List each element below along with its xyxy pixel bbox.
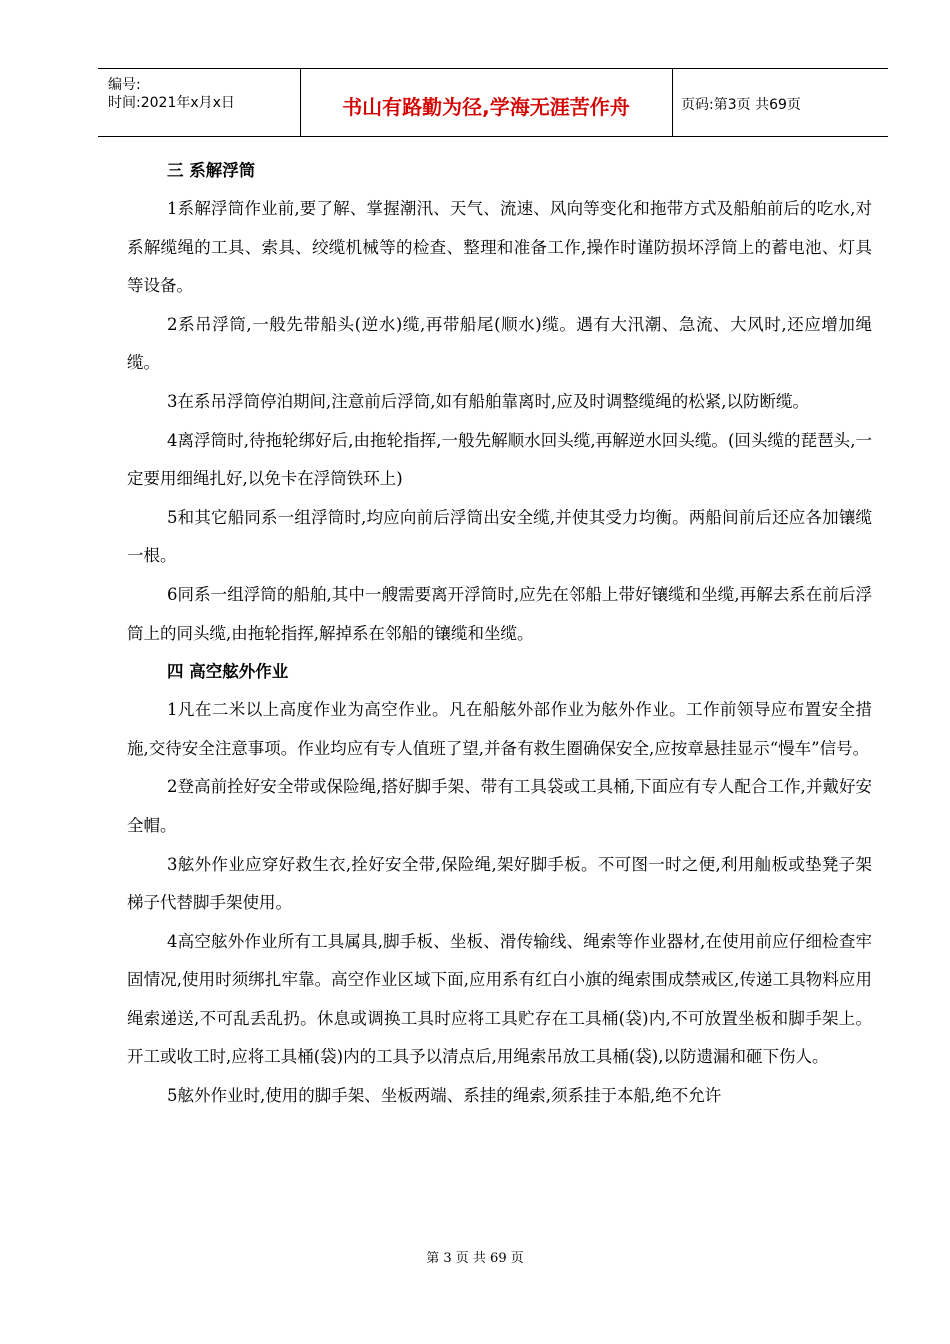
paragraph: 1系解浮筒作业前,要了解、掌握潮汛、天气、流速、风向等变化和拖带方式及船舶前后的吃水,对系解缆绳的工具、索具、绞缆机械等的检查、整理和准备工作,操作时谨防损坏浮筒上的蓄电池、灯具等设备。: [127, 199, 872, 296]
paragraph: 4离浮筒时,待拖轮绑好后,由拖轮指挥,一般先解顺水回头缆,再解逆水回头缆。(回头缆的琵琶头,一定要用细绳扎好,以免卡在浮筒铁环上): [127, 430, 872, 489]
header-page-info: 页码:第3页 共69页: [681, 97, 801, 113]
header-motto-cell: [300, 69, 673, 136]
section-heading: 四 高空舷外作业: [167, 662, 289, 682]
paragraph: 4高空舷外作业所有工具属具,脚手板、坐板、滑传输线、绳索等作业器材,在使用前应仔细检查牢固情况,使用时须绑扎牢靠。高空作业区域下面,应用系有红白小旗的绳索围成禁戒区,传递工具物料应用绳索递送,不可乱丢乱扔。休息或调换工具时应将工具贮存在工具桶(袋)内,不可放置坐板和脚手架上。开工或收工时,应将工具桶(袋)内的工具予以清点后,用绳索吊放工具桶(袋),以防遗漏和砸下伤人。: [127, 931, 872, 1067]
document-time-label: 时间:2021年x月x日: [108, 95, 235, 111]
paragraph: 1凡在二米以上高度作业为高空作业。凡在船舷外部作业为舷外作业。工作前领导应布置安全措施,交待安全注意事项。作业均应有专人值班了望,并备有救生圈确保安全,应按章悬挂显示“慢车”信号。: [127, 700, 872, 758]
page-header: [98, 68, 888, 137]
header-page-cell: [673, 69, 887, 136]
header-motto: 书山有路勤为径,学海无涯苦作舟: [342, 95, 630, 119]
paragraph: 3舷外作业应穿好救生衣,拴好安全带,保险绳,架好脚手板。不可图一时之便,利用舢板或垫凳子架梯子代替脚手架使用。: [127, 854, 872, 913]
document-body: [127, 152, 872, 1116]
header-info-cell: [98, 69, 301, 136]
paragraph: 2登高前拴好安全带或保险绳,搭好脚手架、带有工具袋或工具桶,下面应有专人配合工作,并戴好安全帽。: [127, 777, 872, 835]
document-number-label: 编号:: [108, 77, 141, 93]
section-heading: 三 系解浮筒: [167, 161, 256, 180]
page-footer: 第 3 页 共 69 页: [426, 1251, 524, 1266]
paragraph: 3在系吊浮筒停泊期间,注意前后浮筒,如有船舶靠离时,应及时调整缆绳的松紧,以防断缆。: [167, 391, 809, 411]
paragraph: 2系吊浮筒,一般先带船头(逆水)缆,再带船尾(顺水)缆。遇有大汛潮、急流、大风时,还应增加绳缆。: [127, 314, 872, 373]
paragraph: 5和其它船同系一组浮筒时,均应向前后浮筒出安全缆,并使其受力均衡。两船间前后还应各加镶缆一根。: [127, 507, 872, 566]
paragraph: 5舷外作业时,使用的脚手架、坐板两端、系挂的绳索,须系挂于本船,绝不允许: [167, 1086, 722, 1106]
paragraph: 6同系一组浮筒的船舶,其中一艘需要离开浮筒时,应先在邻船上带好镶缆和坐缆,再解去系在前后浮筒上的同头缆,由拖轮指挥,解掉系在邻船的镶缆和坐缆。: [127, 584, 872, 643]
